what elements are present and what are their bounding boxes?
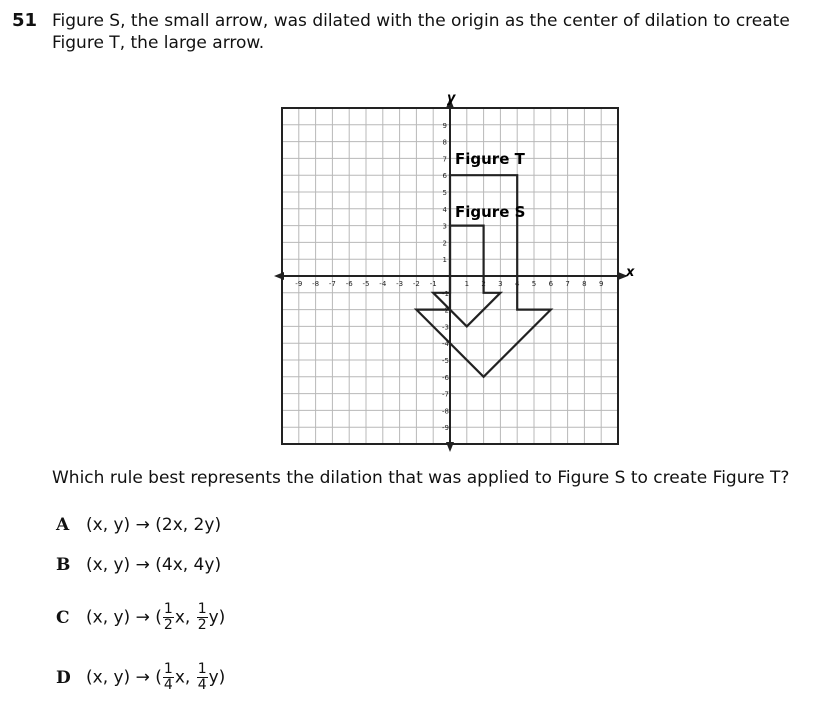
choice-c-rule — [86, 602, 225, 633]
x-tick-label: 1 — [464, 280, 470, 288]
x-tick-label: 6 — [548, 280, 554, 288]
y-axis-arrow-icon — [446, 442, 454, 452]
x-tick-label: -2 — [412, 280, 420, 288]
choice-a-rule: (x, y) → (2x, 2y) — [86, 515, 222, 535]
choice-b-rule: (x, y) → (4x, 4y) — [86, 555, 222, 575]
choice-d[interactable] — [56, 662, 225, 693]
question-number: 51 — [12, 10, 38, 31]
x-tick-label: 4 — [514, 280, 520, 288]
choice-b[interactable] — [56, 555, 221, 575]
x-tick-label: 2 — [481, 280, 486, 288]
choice-c-fraction-y — [197, 602, 208, 633]
choice-d-prefix: (x, y) → ( — [86, 667, 162, 688]
choice-a-letter: A — [56, 515, 70, 535]
x-tick-label: -9 — [295, 280, 303, 288]
y-tick-label: 2 — [442, 239, 447, 248]
y-tick-label: 1 — [442, 256, 447, 265]
x-tick-label: -3 — [396, 280, 404, 288]
choice-c-frac-y-num: 1 — [197, 601, 207, 617]
y-tick-label: 6 — [442, 172, 447, 181]
x-axis-label: x — [626, 265, 635, 280]
x-axis-arrow-icon — [274, 272, 284, 280]
y-tick-label: -7 — [442, 390, 449, 399]
choice-c-mid: x, — [174, 607, 196, 628]
question-stem: Figure S, the small arrow, was dilated with the origin as the center of dilation to create Figure T, the large arrow. — [52, 11, 790, 53]
y-tick-label: -6 — [442, 373, 449, 382]
choice-c-frac-x-num: 1 — [163, 601, 173, 617]
y-axis-label: y — [447, 91, 456, 106]
x-tick-label: -6 — [345, 280, 353, 288]
choice-a[interactable] — [56, 515, 221, 535]
choice-c-suffix: y) — [208, 607, 226, 628]
x-tick-label: -1 — [429, 280, 437, 288]
coordinate-graph — [282, 90, 635, 454]
x-tick-label: 3 — [498, 280, 503, 288]
x-tick-label: 8 — [582, 280, 587, 288]
choice-c-fraction-x — [163, 602, 174, 633]
y-tick-label: -3 — [442, 323, 449, 332]
question-prompt: Which rule best represents the dilation that was applied to Figure S to create Figure T? — [52, 468, 790, 488]
y-tick-label: -5 — [442, 357, 449, 365]
y-tick-label: 4 — [442, 205, 447, 214]
x-tick-label: 5 — [531, 280, 537, 288]
choice-d-letter: D — [56, 667, 71, 688]
figure-t-label: Figure T — [455, 150, 525, 168]
choice-b-letter: B — [56, 555, 71, 575]
y-tick-label: 9 — [442, 121, 447, 130]
y-tick-label: 8 — [442, 138, 447, 147]
choice-c-prefix: (x, y) → ( — [86, 607, 162, 628]
x-tick-label: -8 — [312, 280, 320, 288]
figure-s-label: Figure S — [455, 203, 526, 221]
x-tick-label: 9 — [598, 280, 604, 288]
choice-d-mid: x, — [174, 667, 196, 688]
choice-c-frac-y-den: 2 — [197, 617, 207, 633]
y-tick-label: -1 — [442, 289, 449, 298]
y-tick-label: -2 — [442, 306, 449, 315]
x-tick-label: 7 — [565, 280, 570, 288]
choice-c-letter: C — [56, 607, 70, 628]
choice-d-frac-y-den: 4 — [197, 677, 207, 693]
choice-d-rule — [86, 662, 225, 693]
x-tick-label: -5 — [362, 280, 370, 288]
choice-d-suffix: y) — [208, 667, 226, 688]
choice-d-fraction-x — [163, 662, 174, 693]
choice-d-fraction-y — [197, 662, 208, 693]
x-tick-label: -4 — [379, 280, 387, 288]
coordinate-plane — [282, 90, 635, 450]
y-tick-label: -4 — [442, 340, 449, 349]
y-tick-label: 3 — [442, 222, 447, 231]
choice-d-frac-x-den: 4 — [163, 677, 173, 693]
y-tick-label: 5 — [442, 189, 447, 197]
x-tick-label: -7 — [328, 280, 336, 288]
choice-d-frac-y-num: 1 — [197, 661, 207, 677]
choice-d-frac-x-num: 1 — [163, 661, 173, 677]
y-tick-label: 7 — [442, 155, 447, 164]
choice-c[interactable] — [56, 602, 225, 633]
y-tick-label: -8 — [442, 407, 449, 416]
choice-c-frac-x-den: 2 — [163, 617, 173, 633]
y-tick-label: -9 — [442, 424, 449, 433]
